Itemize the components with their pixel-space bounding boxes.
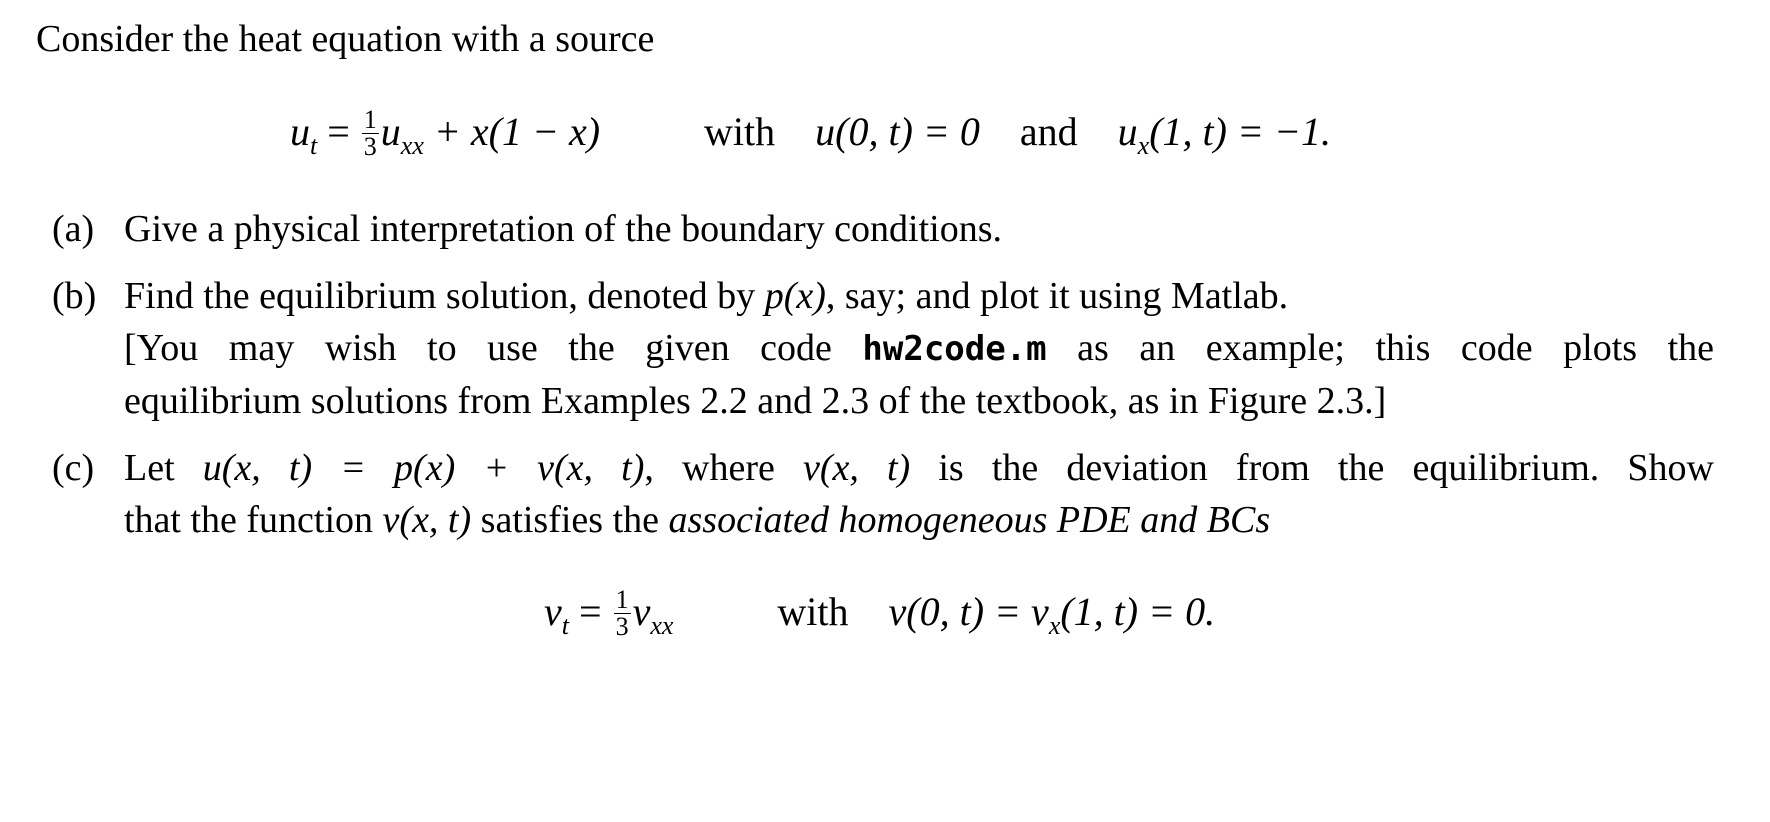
item-b-line-1	[124, 270, 1714, 322]
eq1-bc2-sub: x	[1137, 131, 1150, 160]
eq2-bc-sub: x	[1048, 611, 1061, 640]
item-c-line1-post: is the deviation from the equilibrium. Show	[938, 447, 1715, 489]
item-b-label: (b)	[52, 275, 97, 317]
item-b-line1-math: p(x)	[764, 275, 826, 317]
item-b-code-filename: hw2code.m	[862, 329, 1047, 369]
eq2-frac-den: 3	[615, 612, 629, 642]
eq2-fraction	[614, 587, 631, 640]
eq1-frac-num: 1	[363, 105, 377, 135]
item-b-line1-pre: Find the equilibrium solution, denoted by	[124, 275, 756, 317]
item-c-line2-mid: satisfies the	[480, 499, 660, 541]
eq1-rhs-rest: + x(1 − x)	[433, 109, 601, 154]
item-c-line1-pre: Let	[124, 447, 175, 489]
homogeneous-equation	[544, 584, 1215, 645]
item-b-line2-pre: [You may wish to use the given code	[124, 327, 832, 369]
eq1-bc1: u(0, t) = 0	[815, 109, 980, 154]
item-b-line-2	[124, 322, 1714, 375]
item-c-line2-italic: associated homogeneous PDE and BCs	[668, 499, 1271, 541]
eq1-and: and	[1019, 109, 1078, 154]
item-c-line1-mid: , where	[644, 447, 775, 489]
item-c-line2-pre: that the function	[124, 499, 374, 541]
item-b-line1-post: , say; and plot it using Matlab.	[825, 275, 1289, 317]
eq1-with: with	[704, 109, 776, 154]
eq1-bc2-var: u	[1117, 109, 1138, 154]
eq2-bc-post: (1, t) = 0.	[1060, 589, 1216, 634]
item-a-text: Give a physical interpretation of the boundary conditions.	[124, 208, 1002, 250]
item-c-line-1	[124, 442, 1714, 494]
item-a-label: (a)	[52, 208, 95, 250]
eq2-rhs-sub: xx	[650, 611, 674, 640]
eq2-bc-pre: v(0, t) = v	[888, 589, 1049, 634]
eq1-equals: =	[327, 109, 350, 154]
eq1-bc2-rest: (1, t) = −1.	[1149, 109, 1331, 154]
eq1-lhs-sub: t	[310, 131, 318, 160]
eq1-fraction	[362, 107, 379, 160]
item-c-line1-math2: v(x, t)	[802, 447, 911, 489]
eq2-lhs-var: v	[544, 589, 562, 634]
item-b-line-3: equilibrium solutions from Examples 2.2 and 2.3 of the textbook, as in Figure 2.3.]	[124, 380, 1387, 422]
eq1-frac-den: 3	[363, 132, 377, 162]
eq2-rhs-var: v	[632, 589, 651, 634]
eq1-lhs-var: u	[290, 109, 310, 154]
eq2-lhs-sub: t	[561, 611, 569, 640]
eq2-with: with	[777, 589, 849, 634]
item-c-line2-math: v(x, t)	[382, 499, 472, 541]
eq2-frac-num: 1	[615, 585, 629, 615]
heat-equation	[290, 104, 1331, 165]
item-c-line-2	[124, 494, 1714, 546]
item-c-label: (c)	[52, 447, 95, 489]
item-b-line2-post: as an example; this code plots the	[1077, 327, 1715, 369]
intro-text: Consider the heat equation with a source	[36, 18, 655, 60]
eq1-rhs-var: u	[380, 109, 401, 154]
eq2-equals: =	[579, 589, 602, 634]
eq1-rhs-sub: xx	[400, 131, 424, 160]
item-c-line1-math1: u(x, t) = p(x) + v(x, t)	[202, 447, 645, 489]
